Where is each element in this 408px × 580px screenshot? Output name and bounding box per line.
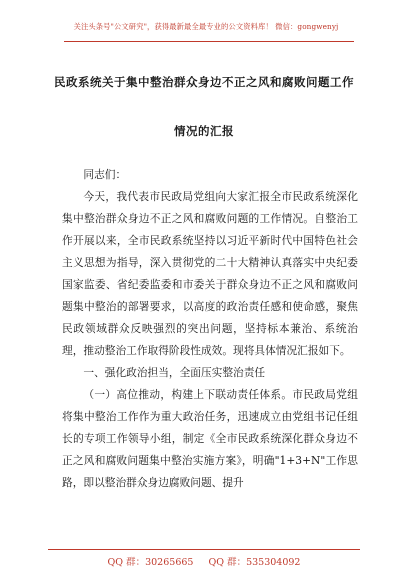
page-header-note: 关注头条号"公文研究"，获得最新最全最专业的公文资料库！ 微信：gongwenyj bbox=[73, 22, 339, 31]
footer-qq-group-2: QQ 群：535304092 bbox=[208, 557, 301, 568]
document-title: 民政系统关于集中整治群众身边不正之风和腐败问题工作 bbox=[54, 75, 354, 89]
document-body bbox=[62, 164, 358, 494]
footer-qq-group-1: QQ 群：30265665 bbox=[107, 557, 194, 568]
document-title-continued: 情况的汇报 bbox=[174, 124, 234, 138]
header-divider bbox=[64, 41, 354, 42]
section-heading: 一、强化政治担当，全面压实整治责任 bbox=[83, 366, 266, 379]
salutation: 同志们： bbox=[83, 168, 127, 181]
body-paragraph: 今天，我代表市民政局党组向大家汇报全市民政系统深化集中整治群众身边不正之风和腐败问题的工作情况。自整治工作开展以来，全市民政系统坚持以习近平新时代中国特色社会主义思想为指导，深入贯彻党的二十大精神认真落实中央纪委国家监委、省纪委监委和市委关于群众身边不正之风和腐败问题集中整治的部署要求，以高度的政治责任感和使命感，聚焦民政领域群众反映强烈的突出问题，坚持标本兼治、系统治理，推动整治工作取得阶段性成效。现将具体情况汇报如下。 bbox=[62, 190, 358, 357]
body-paragraph: （一）高位推动，构建上下联动责任体系。市民政局党组将集中整治工作作为重大政治任务，迅速成立由党组书记任组长的专项工作领导小组，制定《全市民政系统深化群众身边不正之风和腐败问题集中整治实施方案》，明确"1+3+N"工作思路，即以整治群众身边腐败问题、提升 bbox=[62, 388, 358, 489]
page-footer bbox=[20, 554, 388, 568]
footer-divider bbox=[48, 549, 360, 550]
